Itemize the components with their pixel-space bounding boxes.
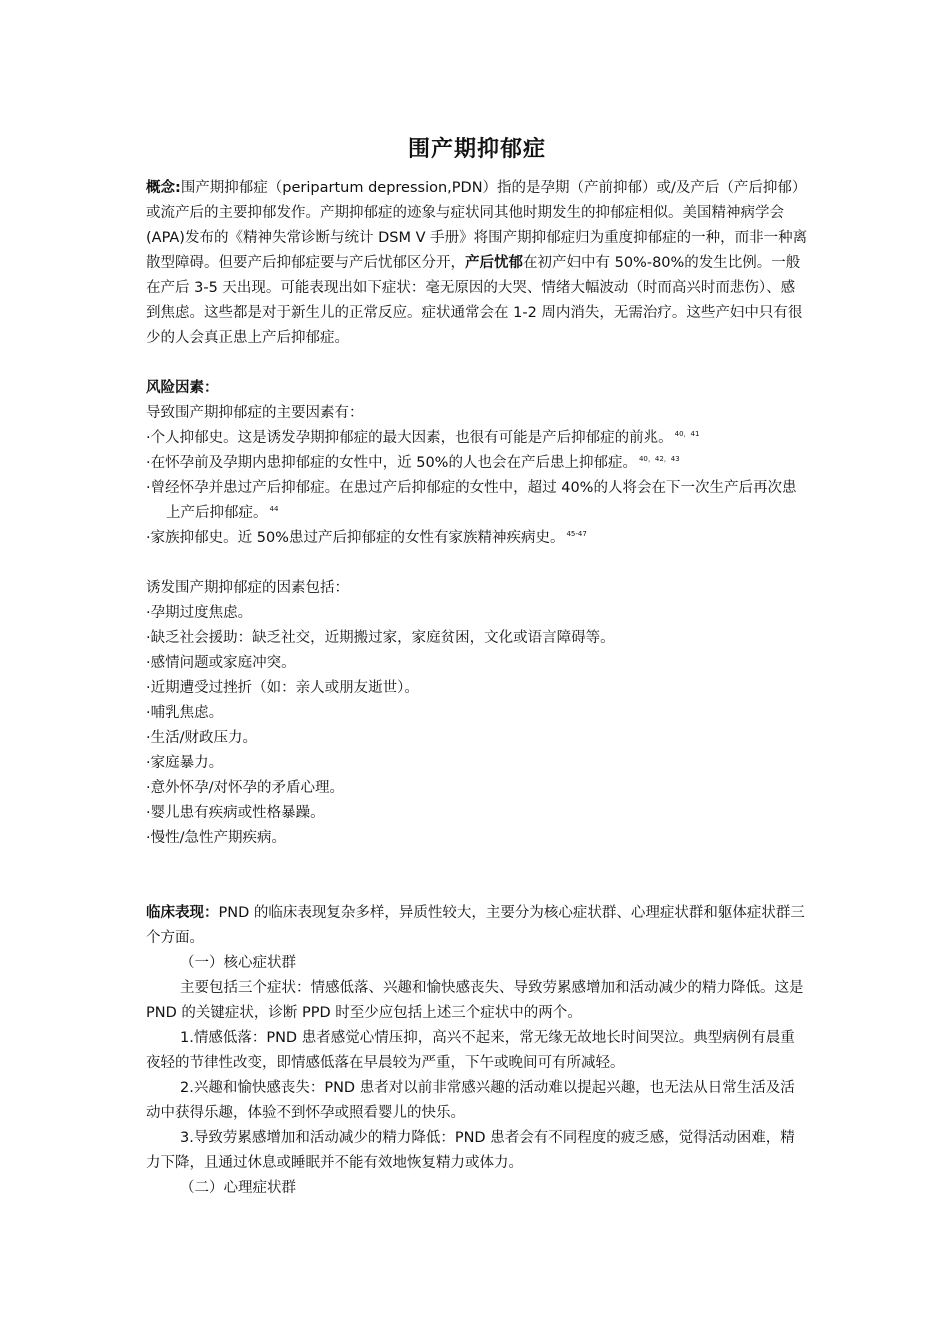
core-symptoms-text: 主要包括三个症状：情感低落、兴趣和愉快感丧失、导致劳累感增加和活动减少的精力降低。这是 PND 的关键症状，诊断 PPD 时至少应包括上述三个症状中的两个。 [146, 980, 804, 1021]
concept-text: 围产期抑郁症（peripartum depression,PDN）指的是孕期（产前抑郁）或/及产后（产后抑郁）或流产后的主要抑郁发作。产期抑郁症的迹象与症状同其他时期发生的抑郁症相似。美国精神病学会(APA)发布的《精神失常诊断与统计 DSM V 手册》将围产期抑郁症归为重度抑郁症的一种，而非一种离散型障碍。但要产后抑郁症要与产后忧郁区分开， [146, 180, 808, 271]
trigger-intro: 诱发围产期抑郁症的因素包括： [146, 580, 349, 596]
concept-text-cont: 在初产妇中有 50%-80%的发生比例。一般在产后 3-5 天出现。可能表现出如下症状：毫无原因的大哭、情绪大幅波动（时而高兴时而悲伤）、感到焦虑。这些都是对于新生儿的正常反应。症状通常会在 1-2 周内消失，无需治疗。这些产妇中只有很少的人会真正患上产后抑郁症。 [146, 255, 803, 346]
trigger-item: ·感情问题或家庭冲突。 [146, 655, 296, 671]
concept-label: 概念: [146, 180, 181, 196]
trigger-item: ·婴儿患有疾病或性格暴躁。 [146, 805, 325, 821]
risk-item: ·在怀孕前及孕期内患抑郁症的女性中，近 50%的人也会在产后患上抑郁症。 $^{40,42,43}$ [146, 455, 680, 471]
postpartum-blues-term: 产后忧郁 [465, 255, 523, 271]
risk-item: ·曾经怀孕并患过产后抑郁症。在患过产后抑郁症的女性中，超过 40%的人将会在下一次生产后再次患上产后抑郁症。 $^{44}$ [146, 480, 797, 521]
psych-symptoms-heading: （二）心理症状群 [180, 1180, 296, 1196]
risk-item: ·个人抑郁史。这是诱发孕期抑郁症的最大因素，也很有可能是产后抑郁症的前兆。 $^{40,41}$ [146, 430, 700, 446]
symptom-item: 1.情感低落：PND 患者感觉心情压抑，高兴不起来，常无缘无故地长时间哭泣。典型病例有晨重夜轻的节律性改变，即情感低落在早晨较为严重，下午或晚间可有所减轻。 [146, 1030, 795, 1071]
trigger-item: ·缺乏社会援助：缺乏社交，近期搬过家，家庭贫困，文化或语言障碍等。 [146, 630, 615, 646]
core-symptoms-heading: （一）核心症状群 [180, 955, 296, 971]
risk-intro: 导致围产期抑郁症的主要因素有： [146, 405, 364, 421]
symptom-item: 2.兴趣和愉快感丧失：PND 患者对以前非常感兴趣的活动难以提起兴趣，也无法从日常生活及活动中获得乐趣，体验不到怀孕或照看婴儿的快乐。 [146, 1080, 795, 1121]
trigger-item: ·家庭暴力。 [146, 755, 224, 771]
trigger-item: ·意外怀孕/对怀孕的矛盾心理。 [146, 780, 344, 796]
trigger-item: ·生活/财政压力。 [146, 730, 257, 746]
document-body [146, 132, 808, 1201]
clinical-paragraph: 临床表现：PND 的临床表现复杂多样，异质性较大，主要分为核心症状群、心理症状群和躯体症状群三个方面。 [146, 905, 805, 946]
trigger-item: ·孕期过度焦虑。 [146, 605, 253, 621]
page-title: 围产期抑郁症 [407, 137, 546, 162]
risk-heading: 风险因素： [146, 380, 219, 396]
clinical-label: 临床表现： [146, 905, 219, 921]
risk-item: ·家族抑郁史。近 50%患过产后抑郁症的女性有家族精神疾病史。 $^{45-47}$ [146, 530, 587, 546]
symptom-item: 3.导致劳累感增加和活动减少的精力降低：PND 患者会有不同程度的疲乏感，觉得活动困难，精力下降，且通过休息或睡眠并不能有效地恢复精力或体力。 [146, 1130, 795, 1171]
trigger-item: ·哺乳焦虑。 [146, 705, 224, 721]
concept-paragraph [146, 176, 808, 351]
trigger-item: ·慢性/急性产期疾病。 [146, 830, 286, 846]
trigger-item: ·近期遭受过挫折（如：亲人或朋友逝世）。 [146, 680, 419, 696]
